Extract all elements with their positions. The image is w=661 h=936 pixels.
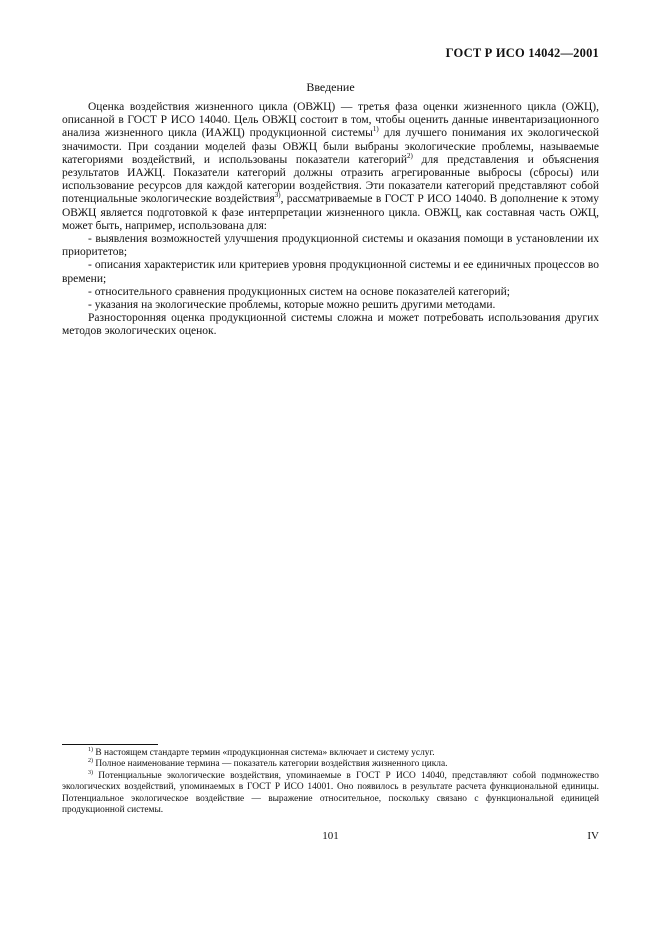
footnotes [62, 748, 599, 816]
main-text [62, 101, 599, 339]
document-code-header: ГОСТ Р ИСО 14042—2001 [445, 46, 599, 60]
footnote-ref-3[interactable]: 3) [274, 191, 281, 200]
closing-paragraph: Разносторонняя оценка продукционной системы сложна и может потребовать использования других методов экологических оценок. [62, 312, 599, 338]
section-title: Введение [306, 80, 355, 94]
list-item: - выявления возможностей улучшения продукционной системы и оказания помощи в установлении их приоритетов; [62, 233, 599, 259]
list-item: - указания на экологические проблемы, которые можно решить другими методами. [88, 299, 496, 312]
page-number: 101 [322, 830, 339, 842]
footnote-divider [62, 744, 158, 745]
footnote-ref-1[interactable]: 1) [372, 125, 379, 134]
page-roman-number: IV [587, 830, 599, 842]
footnote-2: $^{2)}$ Полное наименование термина — показатель категории воздействия жизненного цикла. [88, 758, 448, 770]
footnote-ref-2[interactable]: 2) [406, 151, 413, 160]
list-item: - описания характеристик или критериев уровня продукционной системы и ее единичных процессов во времени; [62, 259, 599, 285]
intro-paragraph: Оценка воздействия жизненного цикла (ОВЖЦ) — третья фаза оценки жизненного цикла (ОЖЦ), описанной в ГОСТ Р ИСО 14040. Цель ОВЖЦ состоит в том, чтобы оценить данные инвентаризационного анализа жизненного цикла (ИАЖЦ) продукционной системы$^{1)}$ для лучшего понимания их экологической значимости. При создании моделей фазы ОВЖЦ были выбраны экологические проблемы, называемые категориями воздействий, и использованы показатели категорий$^{2)}$ для представления и объяснения результатов ИАЖЦ. Показатели категорий должны отразить агрегированные выбросы (сбросы) или использование ресурсов для каждой категории воздействия. Эти показатели категорий представляют собой потенциальные экологические воздействия$^{3)}$, рассматриваемые в ГОСТ Р ИСО 14040. В дополнение к этому ОВЖЦ является подготовкой к фазе интерпретации жизненного цикла. ОВЖЦ, как составная часть ОЖЦ, может быть, например, использована для: [62, 101, 599, 232]
list-item: - относительного сравнения продукционных систем на основе показателей категорий; [88, 285, 510, 298]
footnote-3: $^{3)}$ Потенциальные экологические воздействия, упоминаемые в ГОСТ Р ИСО 14040, представляют собой подмножество экологических воздействий, упоминаемых в ГОСТ Р ИСО 14001. Оно появилось в результате расчета функциональной единицы. Потенциальное экологическое воздействие — выражение относительное, поскольку связано с функциональной единицей продукционной системы. [62, 769, 599, 816]
footnote-1: $^{1)}$ В настоящем стандарте термин «продукционная система» включает и систему услуг. [88, 746, 435, 758]
